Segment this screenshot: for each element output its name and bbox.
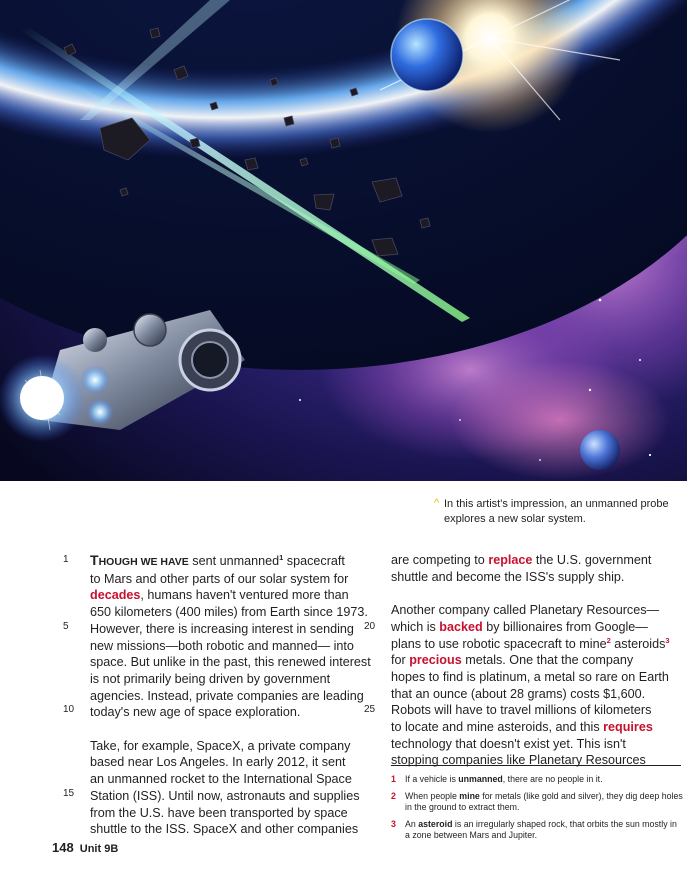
text-line: hopes to find is platinum, a metal so rare on Earth: [391, 669, 669, 684]
vocab-word: precious: [409, 653, 462, 668]
text-line: new missions—both robotic and manned— into: [90, 638, 354, 653]
footnotes: [391, 774, 683, 847]
article-column-left: [90, 552, 382, 838]
text-line: an unmanned rocket to the International Space: [90, 772, 352, 787]
vocab-word: decades: [90, 588, 141, 603]
footnote-ref: 1: [279, 553, 284, 562]
text-line: today's new age of space exploration.: [90, 705, 301, 720]
lead-in: THOUGH WE HAVE: [90, 552, 189, 568]
line-number: 15: [63, 788, 75, 799]
article-column-right: [391, 552, 683, 769]
text-line: Station (ISS). Until now, astronauts and supplies: [90, 788, 360, 803]
text-line: to locate and mine asteroids, and this requires: [391, 720, 653, 735]
line-number: 25: [364, 704, 376, 715]
text-line: are competing to replace the U.S. government: [391, 553, 652, 567]
page-number: 148: [52, 840, 74, 855]
text-line: from the U.S. have been transported by space: [90, 805, 348, 820]
text-line: which is backed by billionaires from Google—: [391, 619, 648, 634]
vocab-word: requires: [603, 720, 653, 735]
text-line: decades, humans haven't ventured more than: [90, 588, 349, 603]
footnote: 3 An asteroid is an irregularly shaped rock, that orbits the sun mostly in a zone between Mars and Jupiter.: [391, 818, 677, 840]
text-line: technology that doesn't exist yet. This isn't: [391, 736, 626, 751]
text-line: plans to use robotic spacecraft to mine$^2$ asteroids$^3$: [391, 635, 670, 651]
text-line: is not primarily being driven by government: [90, 671, 331, 686]
text-line: space. But unlike in the past, this renewed interest: [90, 655, 371, 670]
image-caption: [434, 497, 684, 527]
text-line: THOUGH WE HAVE sent unmanned$^1$ spacecraft: [90, 552, 345, 568]
text-line: Robots will have to travel millions of kilometers: [391, 703, 652, 718]
text-line: However, there is increasing interest in sending: [90, 621, 354, 636]
text-line: shuttle and become the ISS's supply ship.: [391, 569, 625, 584]
line-number: 5: [63, 621, 69, 632]
page-footer: [52, 840, 118, 855]
footnote-ref: 3: [665, 635, 670, 645]
vocab-word: replace: [488, 553, 533, 567]
text-line: stopping companies like Planetary Resources: [391, 753, 646, 768]
text-line: shuttle to the ISS. SpaceX and other companies: [90, 822, 359, 837]
unit-label: Unit 9B: [79, 843, 119, 855]
vocab-word: backed: [439, 619, 483, 634]
caption-text: In this artist's impression, an unmanned probe explores a new solar system.: [444, 498, 669, 525]
text-line: Take, for example, SpaceX, a private company: [90, 738, 351, 753]
text-line: based near Los Angeles. In early 2012, it sent: [90, 755, 346, 770]
text-line: agencies. Instead, private companies are leading: [90, 688, 364, 703]
text-line: that an ounce (about 28 grams) costs $1,600.: [391, 686, 646, 701]
text-line: to Mars and other parts of our solar system for: [90, 571, 349, 586]
line-number: 10: [63, 704, 75, 715]
text-line: for precious metals. One that the company: [391, 653, 634, 668]
line-number: 20: [364, 621, 376, 632]
footnote-divider: [391, 765, 681, 766]
text-line: 650 kilometers (400 miles) from Earth since 1973.: [90, 605, 368, 620]
footnote-ref: 2: [606, 635, 611, 645]
caption-arrow-icon: ^: [434, 497, 440, 509]
footnote: 2 When people mine for metals (like gold and silver), they dig deep holes in the ground to extract them.: [391, 790, 683, 812]
text-line: Another company called Planetary Resources—: [391, 603, 660, 618]
footnote: 1 If a vehicle is unmanned, there are no people in it.: [391, 774, 603, 784]
line-number: 1: [63, 554, 69, 565]
